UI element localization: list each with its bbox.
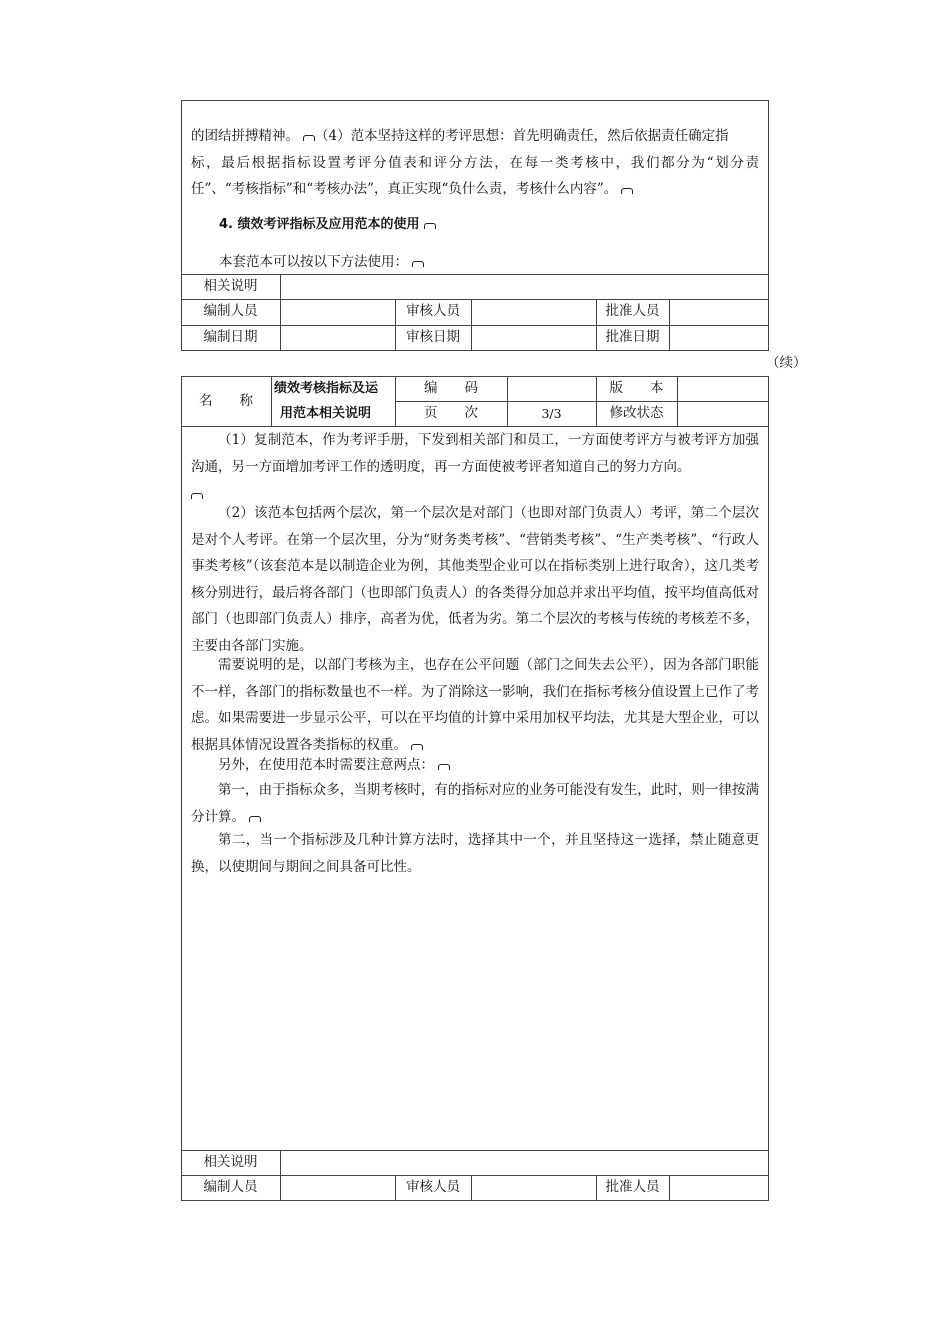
prepared-by-label-bottom: 编制人员 [203,1179,258,1195]
section-heading-text: 4. 绩效考评指标及应用范本的使用 [219,217,420,232]
paragraph-mark-icon [621,188,633,194]
body-paragraph-1 [191,427,759,480]
body-paragraph-2-text: （2）该范本包括两个层次，第一个层次是对部门（也即对部门负责人）考评，第二个层次是对个人考评。在第一个层次里，分为“财务类考核”、“营销类考核”、“生产类考核”、“行政人事类考核”（该套范本是以制造企业为例，其他类型企业可以在指标类别上进行取舍），这几类考核分别进行，最后将各部门（也即部门负责人）的各类得分加总并求出平均值，按平均值高低对部门（也即部门负责人）排序，高者为优，低者为劣。第二个层次的考核与传统的考核差不多，主要由各部门实施。 [191,505,759,654]
related-notes-label: 相关说明 [203,278,258,294]
reviewed-by-label-bottom: 审核人员 [406,1179,460,1195]
body-paragraph-2 [191,500,759,659]
code-label: 编 码 [424,380,478,396]
reviewed-by-label: 审核人员 [406,303,460,319]
body-paragraph-6 [191,827,759,880]
related-notes-label-bottom: 相关说明 [203,1154,258,1170]
body-paragraph-3 [191,652,759,758]
top-text-3: 任”、“考核指标”和“考核办法”，真正实现“负什么责，考核什么内容”。 [191,181,618,197]
approved-by-label-bottom: 批准人员 [605,1179,660,1195]
top-text-line-3 [191,176,759,203]
approved-date-label: 批准日期 [605,329,660,345]
page-label: 页 次 [424,405,478,421]
paragraph-mark-icon [411,744,423,750]
top-text-line-2: 标，最后根据指标设置考评分值表和评分方法，在每一类考核中，我们都分为“划分责 [191,155,759,171]
reviewed-date-label: 审核日期 [406,329,460,345]
body-paragraph-5-text: 第一，由于指标众多，当期考核时，有的指标对应的业务可能没有发生，此时，则一律按满分计算。 [191,782,759,825]
usage-intro-text: 本套范本可以按以下方法使用： [219,254,408,270]
paragraph-mark-icon [438,764,450,770]
continued-label: （续） [766,355,807,371]
section-heading [219,212,436,238]
body-paragraph-5 [191,777,759,830]
name-value-line-2: 用范本相关说明 [280,406,372,421]
prepared-by-label: 编制人员 [203,303,258,319]
body-paragraph-3-text: 需要说明的是，以部门考核为主，也存在公平问题（部门之间失去公平），因为各部门职能不一样，各部门的指标数量也不一样。为了消除这一影响，我们在指标考核分值设置上已作了考虑。如果需要进一步显示公平，可以在平均值的计算中采用加权平均法，尤其是大型企业，可以根据具体情况设置各类指标的权重。 [191,657,759,753]
name-label: 名 称 [199,393,253,409]
revision-label: 修改状态 [609,405,664,421]
paragraph-mark-icon [424,223,436,229]
body-paragraph-4 [191,752,759,779]
body-paragraph-1-text: （1）复制范本，作为考评手册，下发到相关部门和员工，一方面使考评方与被考评方加强沟通，另一方面增加考评工作的透明度，再一方面使被考评者知道自己的努力方向。 [191,432,759,475]
prepared-date-label: 编制日期 [203,329,258,345]
paragraph-mark-icon [303,135,315,141]
name-value-line-1: 绩效考核指标及运 [274,381,379,396]
usage-intro [219,249,424,276]
body-paragraph-4-text: 另外，在使用范本时需要注意两点： [218,757,434,773]
page-value: 3/3 [541,406,562,421]
approved-by-label: 批准人员 [605,303,660,319]
paragraph-mark-icon [412,261,424,267]
body-paragraph-6-text: 第二，当一个指标涉及几种计算方法时，选择其中一个，并且坚持这一选择，禁止随意更换，以使期间与期间之间具备可比性。 [191,832,759,875]
top-text-line-1 [191,123,759,150]
top-text-1b: （4）范本坚持这样的考评思想：首先明确责任，然后依据责任确定指 [315,128,729,144]
paragraph-mark-icon [249,816,261,822]
paragraph-mark-icon [191,493,203,499]
top-text-1a: 的团结拼搏精神。 [191,128,299,144]
version-label: 版 本 [609,380,664,396]
